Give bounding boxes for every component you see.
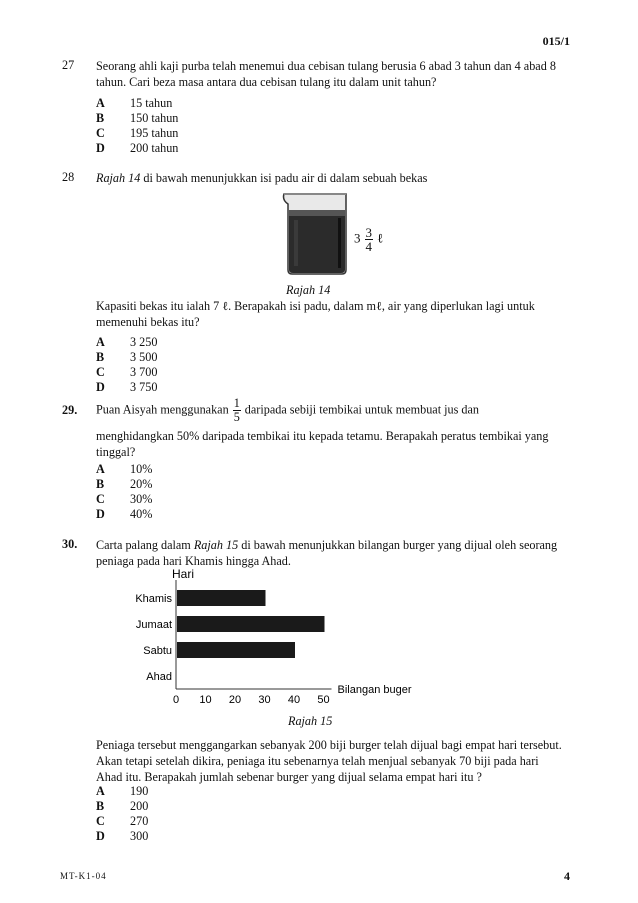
option-text: 200 tahun: [130, 141, 179, 155]
option-letter: C: [96, 814, 105, 828]
figure-reference: Rajah 14: [96, 171, 141, 185]
y-axis-label: Hari: [172, 567, 195, 581]
option-letter: B: [96, 799, 105, 813]
question-28-number: 28: [62, 170, 75, 184]
option-text: 270: [130, 814, 149, 828]
volume-whole: 3: [354, 230, 361, 246]
option-row[interactable]: [96, 96, 178, 111]
bar-khamis: [177, 590, 266, 606]
option-text: 3 250: [130, 335, 158, 349]
bar-chart: [125, 566, 425, 710]
question-30-number: 30.: [62, 537, 78, 551]
figure-reference: Rajah 15: [193, 538, 239, 552]
option-letter: C: [96, 492, 105, 506]
question-28-text-rest: di bawah menunjukkan isi padu air di dalam sebuah bekas: [140, 171, 428, 185]
bar-jumaat: [177, 616, 325, 632]
question-30-options: [96, 784, 148, 844]
question-30-text-b: di bawah menunjukkan bilangan burger yang dijual oleh seorang peniaga pada hari Khamis hingga Ahad.: [96, 538, 558, 568]
option-row[interactable]: [96, 141, 178, 156]
option-letter: A: [96, 96, 105, 110]
x-tick-label: 10: [199, 694, 212, 706]
option-row[interactable]: [96, 799, 148, 814]
option-row[interactable]: [96, 829, 148, 844]
option-letter: B: [96, 111, 105, 125]
option-row[interactable]: [96, 814, 148, 829]
option-letter: D: [96, 141, 105, 155]
option-text: 20%: [130, 477, 153, 491]
question-29-text-before: Puan Aisyah menggunakan: [96, 402, 229, 417]
category-label: Khamis: [135, 593, 172, 605]
option-letter: B: [96, 477, 105, 491]
x-tick-label: 20: [228, 694, 242, 706]
question-29-text-cont: menghidangkan 50% daripada tembikai itu kepada tetamu. Berapakah peratus tembikai yang tinggal?: [96, 429, 549, 459]
x-tick-label: 0: [172, 694, 180, 706]
x-tick-label: 40: [287, 694, 301, 706]
question-27-options: [96, 96, 178, 156]
option-text: 3 500: [130, 350, 158, 364]
option-row[interactable]: [96, 477, 152, 492]
option-letter: A: [96, 335, 105, 349]
question-27-text: Seorang ahli kaji purba telah menemui dua cebisan tulang berusia 6 abad 3 tahun dan 4 abad 8 tahun. Cari beza masa antara dua cebisan tulang itu dalam unit tahun?: [96, 59, 556, 89]
option-text: 300: [130, 829, 149, 843]
option-text: 10%: [130, 462, 153, 476]
x-tick-label: 30: [258, 694, 271, 706]
option-letter: D: [96, 380, 105, 394]
bar-sabtu: [177, 642, 295, 658]
question-28-question: Kapasiti bekas itu ialah 7 ℓ. Berapakah isi padu, dalam mℓ, air yang diperlukan lagi untuk memenuhi bekas itu?: [96, 299, 535, 329]
option-row[interactable]: [96, 350, 157, 365]
option-letter: D: [96, 829, 105, 843]
question-29-options: [96, 462, 152, 522]
question-28-options: [96, 335, 157, 395]
figure-15-caption: Rajah 15: [288, 714, 333, 728]
option-letter: C: [96, 365, 105, 379]
question-30-text: [96, 537, 566, 569]
option-text: 200: [130, 799, 149, 813]
x-tick-label: 50: [317, 694, 330, 706]
option-text: 150 tahun: [130, 111, 179, 125]
question-30-text-a: Carta palang dalam: [96, 538, 194, 552]
page-number: 4: [564, 869, 570, 883]
option-row[interactable]: [96, 492, 152, 507]
option-row[interactable]: [96, 126, 178, 141]
category-label: Sabtu: [143, 645, 172, 657]
category-label: Ahad: [146, 671, 172, 683]
volume-numerator: 3: [365, 225, 372, 240]
option-text: 195 tahun: [130, 126, 179, 140]
option-row[interactable]: [96, 335, 157, 350]
option-row[interactable]: [96, 784, 148, 799]
option-letter: B: [96, 350, 105, 364]
volume-fraction: [365, 226, 374, 253]
option-row[interactable]: [96, 507, 152, 522]
question-29-text-after: daripada sebiji tembikai untuk membuat jus dan: [244, 402, 479, 417]
option-text: 40%: [130, 507, 153, 521]
option-letter: A: [96, 784, 105, 798]
question-29-fraction: [233, 397, 241, 424]
option-text: 3 750: [130, 380, 158, 394]
beaker-figure: [280, 190, 352, 276]
option-row[interactable]: [96, 111, 178, 126]
option-text: 30%: [130, 492, 153, 506]
x-axis-label: Bilangan buger: [337, 684, 412, 696]
paper-code: 015/1: [542, 34, 570, 48]
option-row[interactable]: [96, 462, 152, 477]
option-row[interactable]: [96, 380, 157, 395]
option-letter: D: [96, 507, 105, 521]
option-letter: A: [96, 462, 105, 476]
volume-denominator: 4: [365, 239, 372, 254]
volume-unit: ℓ: [377, 230, 384, 246]
option-letter: C: [96, 126, 105, 140]
category-label: Jumaat: [135, 619, 172, 631]
option-row[interactable]: [96, 365, 157, 380]
fraction-numerator: 1: [233, 396, 240, 410]
option-text: 190: [130, 784, 149, 798]
question-30-question: Peniaga tersebut menggangarkan sebanyak 200 biji burger telah dijual bagi empat hari tersebut. Akan tetapi setelah dikira, peniaga itu sebenarnya telah menjual sebanyak 70 biji pada hari Ahad itu. Berapakah jumlah sebenar burger yang dijual selama empat hari itu ?: [96, 738, 562, 784]
volume-label: [354, 226, 383, 253]
option-text: 15 tahun: [130, 96, 173, 110]
footer-code: MT-K1-04: [60, 871, 107, 881]
option-text: 3 700: [130, 365, 158, 379]
fraction-denominator: 5: [233, 410, 240, 424]
question-27-number: 27: [62, 58, 75, 72]
question-29-number: 29.: [62, 403, 78, 417]
question-28-text: [96, 170, 566, 186]
question-29-text: [96, 397, 566, 424]
figure-14-caption: Rajah 14: [286, 283, 331, 297]
